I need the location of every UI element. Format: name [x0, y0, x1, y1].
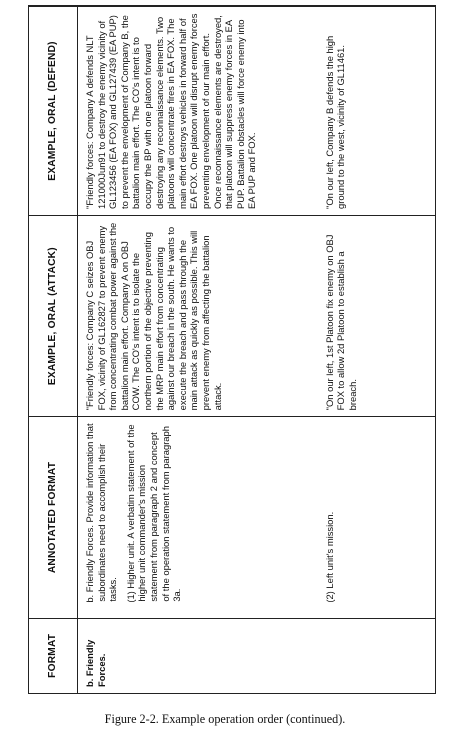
table-frame — [28, 5, 436, 694]
rotated-table-page — [28, 6, 436, 694]
header-example-attack: EXAMPLE, ORAL (ATTACK) — [29, 215, 78, 416]
annotated-intro: b. Friendly Forces. Provide information that subordinates need to accomplish their tasks. — [84, 423, 119, 603]
table-row — [324, 7, 436, 693]
figure-caption: Figure 2-2. Example operation order (continued). — [104, 712, 346, 726]
attack-left-unit-text: "On our left, 1st Platoon fix enemy on OBJ FOX to allow 2d Platoon to establish a breach. — [323, 234, 358, 411]
annotated-left-unit: (2) Left unit's mission. — [323, 511, 335, 603]
table-header-row — [29, 7, 78, 693]
attack-example-text: "Friendly forces: Company C seizes OBJ FOX, vicinity of GL162827 to prevent enemy from concentrating combat power against the battalion main effort. Company A on OBJ COW. The CO's intent is to isolate the northern portion of the objective preventing the MRP main effort from concentrating against our breach in the south. He wants to execute the breach and pass through the main attack as quickly as possible. This will prevent enemy from affecting the battalion attack. — [84, 222, 223, 411]
defend-example-text: "Friendly forces: Company A defends NLT 121000Jun91 to destroy the enemy vicinity of GL123456 (EA FOX) and GL127439 (EA PUP) to prevent the envelopment of Company B, the battalion main effort. The CO's intent is to occupy the BP with one platoon forward destroying any reconnaissance elements. Two platoons will concentrate fires in EA FOX. The main effort destroys vehicles in forward half of EA FOX. One platoon will disrupt enemy forces preventing envelopment of our main effort. Once reconnaissance elements are destroyed, that platoon will suppress enemy forces in EA PUP. Battalion obstacles will force enemy into EA PUP and FOX. — [84, 13, 258, 209]
format-cell: b. Friendly Forces. — [84, 639, 107, 687]
header-example-defend: EXAMPLE, ORAL (DEFEND) — [29, 7, 78, 215]
operation-order-table — [29, 7, 435, 693]
header-format: FORMAT — [29, 618, 78, 693]
table-row — [78, 7, 324, 693]
defend-left-unit-text: "On our left, Company B defends the high ground to the west, vicinity of GL11461. — [323, 35, 347, 209]
annotated-detail: (1) Higher unit. A verbatim statement of the higher unit commander's mission statement from paragraph 2 and concept of the operation statement from paragraph 3a. — [124, 424, 183, 603]
header-annotated-format: ANNOTATED FORMAT — [29, 417, 78, 618]
